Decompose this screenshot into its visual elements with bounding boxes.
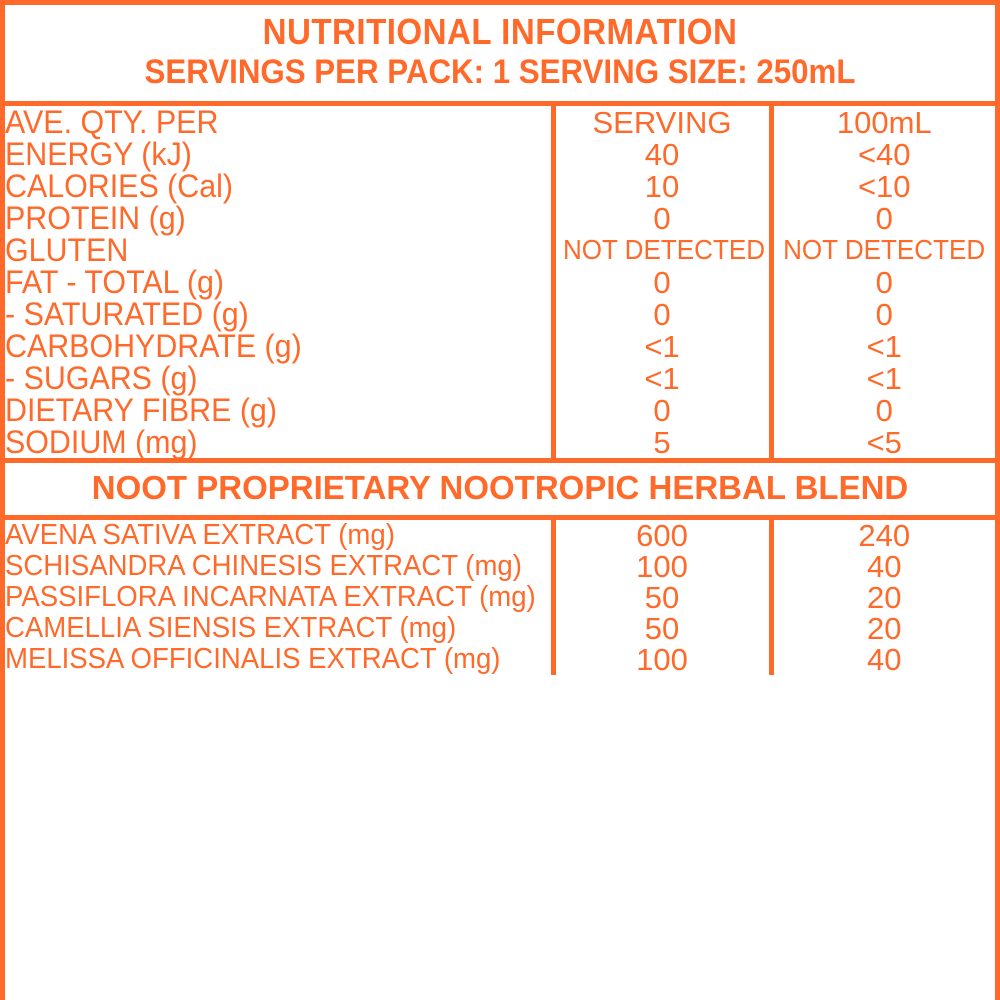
nutrient-value-serving: 5 [553, 426, 771, 458]
ingredient-label: CAMELLIA SIENSIS EXTRACT (mg) [5, 612, 457, 645]
table-row [5, 426, 995, 458]
blend-table-section [5, 518, 995, 678]
nutrition-header [5, 5, 995, 106]
page-title: NUTRITIONAL INFORMATION [262, 11, 738, 52]
ingredient-value-per100: 20 [771, 613, 995, 644]
ingredient-value-serving: 600 [553, 520, 771, 551]
nutrient-value-serving: <1 [553, 330, 771, 362]
ingredient-label: PASSIFLORA INCARNATA EXTRACT (mg) [5, 581, 536, 614]
nutrient-value-per100: 0 [771, 266, 995, 298]
ingredient-value-serving: 50 [553, 613, 771, 644]
ingredient-value-serving: 100 [553, 551, 771, 582]
nutrition-table [5, 104, 995, 461]
table-row [5, 362, 995, 394]
ingredient-value-serving: 100 [553, 644, 771, 675]
ingredient-label: MELISSA OFFICINALIS EXTRACT (mg) [5, 643, 501, 676]
table-row [5, 644, 995, 675]
nutrition-table-section [5, 106, 995, 463]
table-row [5, 551, 995, 582]
servings-subtitle: SERVINGS PER PACK: 1 SERVING SIZE: 250mL [144, 52, 856, 91]
ingredient-value-per100: 20 [771, 582, 995, 613]
ingredient-value-serving: 50 [553, 582, 771, 613]
nutrient-value-serving: NOT DETECTED [561, 234, 764, 266]
nutrient-value-per100: <5 [771, 426, 995, 458]
table-row [5, 298, 995, 330]
nutrient-label: CALORIES (Cal) [5, 168, 234, 205]
nutrient-label: - SATURATED (g) [5, 296, 249, 333]
table-row [5, 234, 995, 266]
nutrient-label: PROTEIN (g) [5, 200, 186, 237]
ingredient-label: SCHISANDRA CHINESIS EXTRACT (mg) [5, 550, 522, 583]
nutrient-label: GLUTEN [5, 232, 129, 269]
blend-banner: NOOT PROPRIETARY NOOTROPIC HERBAL BLEND [5, 463, 995, 520]
nutrient-value-serving: 0 [553, 394, 771, 426]
nutrient-value-per100: <1 [771, 330, 995, 362]
table-row [5, 520, 995, 551]
nutrient-value-serving: 0 [553, 202, 771, 234]
table-row [5, 613, 995, 644]
table-row [5, 266, 995, 298]
nutrient-value-per100: 0 [771, 202, 995, 234]
table-row [5, 106, 995, 138]
nutrient-label: ENERGY (kJ) [5, 136, 192, 173]
table-row [5, 202, 995, 234]
table-row [5, 582, 995, 613]
nutrient-value-per100: 100mL [771, 106, 995, 138]
nutrient-label: DIETARY FIBRE (g) [5, 392, 277, 429]
nutrient-value-per100: 0 [771, 394, 995, 426]
table-row [5, 394, 995, 426]
nutrient-value-serving: 0 [553, 298, 771, 330]
nutrient-value-per100: NOT DETECTED [779, 234, 987, 266]
ingredient-label: AVENA SATIVA EXTRACT (mg) [5, 519, 395, 552]
nutrient-value-serving: 40 [553, 138, 771, 170]
nutrient-value-per100: <1 [771, 362, 995, 394]
nutrient-value-per100: 0 [771, 298, 995, 330]
table-row [5, 170, 995, 202]
blend-table [5, 518, 995, 678]
nutrient-value-serving: 10 [553, 170, 771, 202]
nutrient-value-serving: <1 [553, 362, 771, 394]
ingredient-value-per100: 240 [771, 520, 995, 551]
ingredient-value-per100: 40 [771, 551, 995, 582]
nutrient-label: - SUGARS (g) [5, 360, 198, 397]
table-row [5, 138, 995, 170]
nutrient-label: CARBOHYDRATE (g) [5, 328, 302, 365]
table-row [5, 330, 995, 362]
nutrient-label: FAT - TOTAL (g) [5, 264, 225, 301]
nutrient-value-per100: <40 [771, 138, 995, 170]
nutrient-label: SODIUM (mg) [5, 424, 198, 461]
nutrient-value-serving: 0 [553, 266, 771, 298]
nutrient-value-serving: SERVING [553, 106, 771, 138]
nutrient-label: AVE. QTY. PER [5, 104, 219, 141]
ingredient-value-per100: 40 [771, 644, 995, 675]
nutrient-value-per100: <10 [771, 170, 995, 202]
